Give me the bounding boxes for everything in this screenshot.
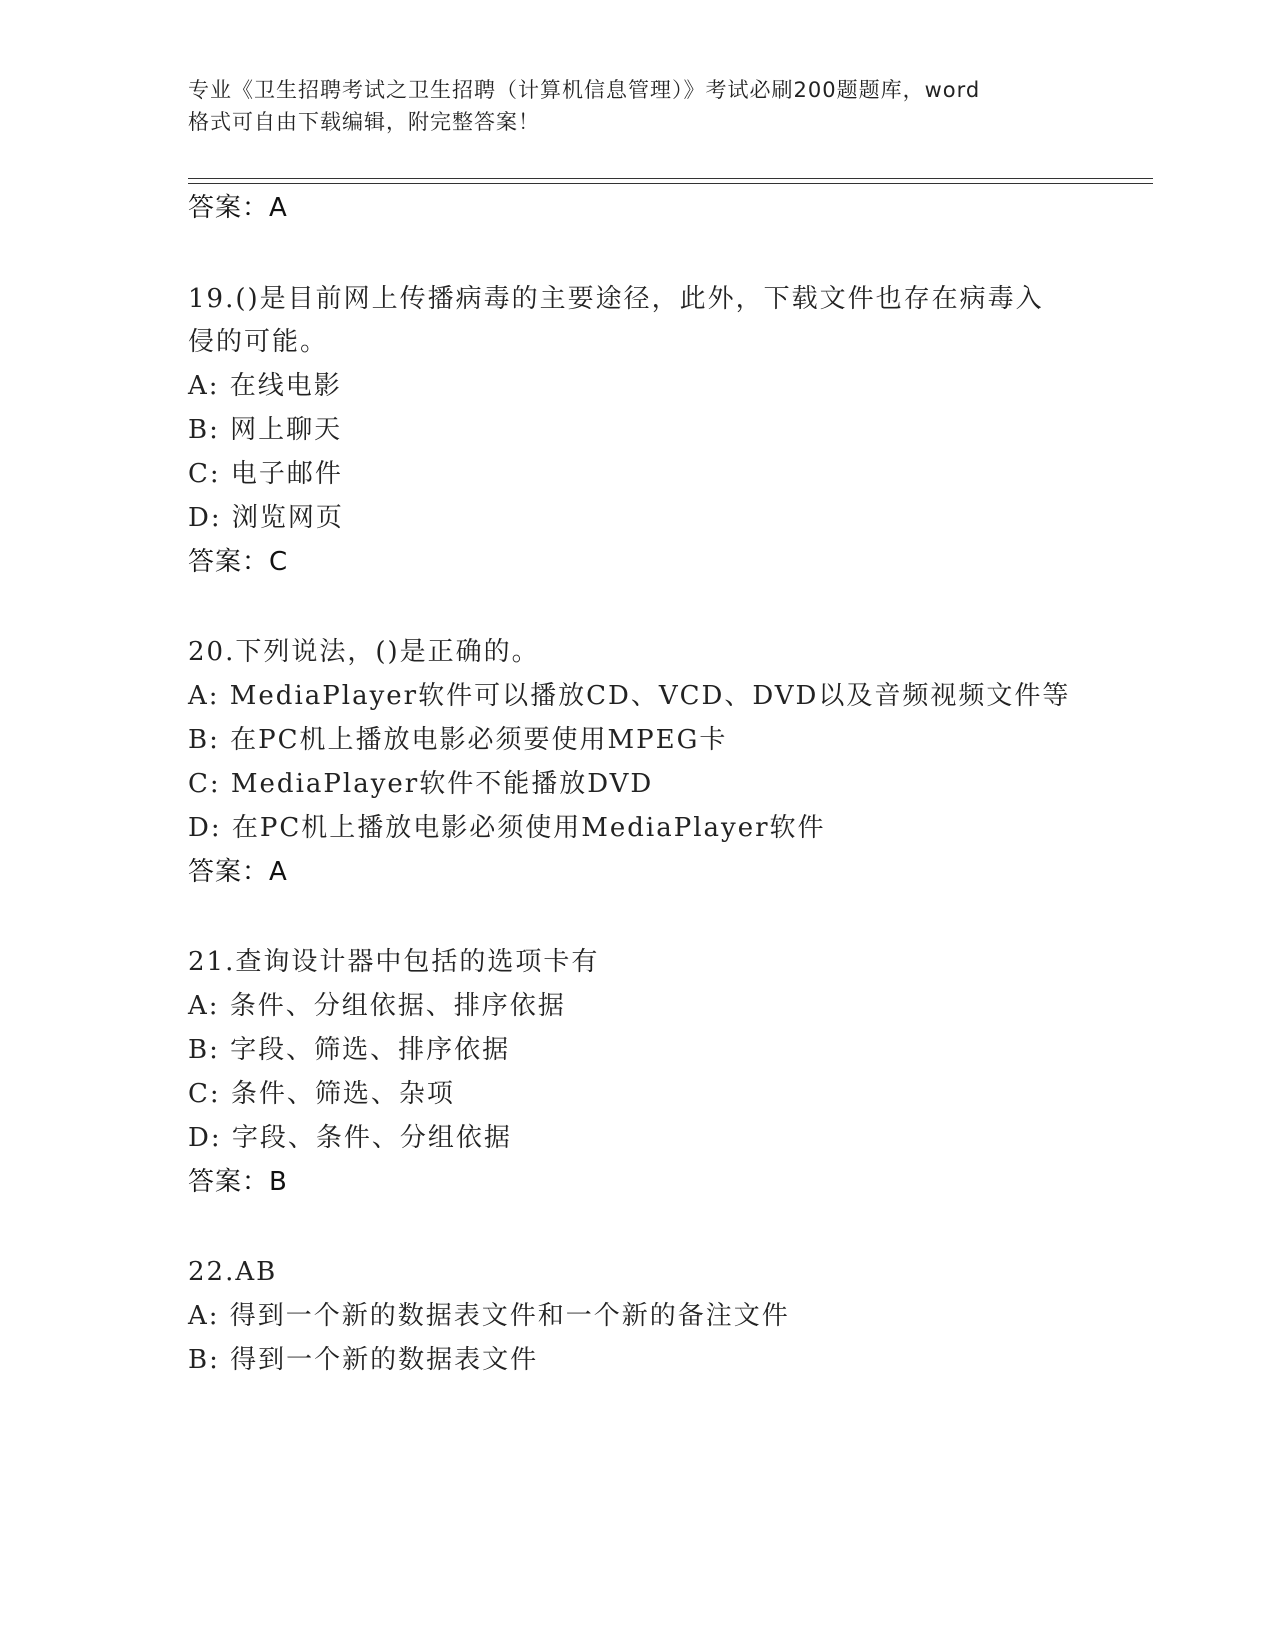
question-19-option-a: A: 在线电影	[188, 371, 342, 401]
question-19-stem-line-1: 19.()是目前网上传播病毒的主要途径，此外，下载文件也存在病毒入	[188, 284, 1044, 314]
question-20-option-a: A: MediaPlayer软件可以播放CD、VCD、DVD以及音频视频文件等	[188, 681, 1071, 711]
previous-answer: 答案：A	[188, 193, 288, 223]
question-21-stem: 21.查询设计器中包括的选项卡有	[188, 947, 600, 977]
question-19-option-c: C: 电子邮件	[188, 459, 343, 489]
question-22-option-b: B: 得到一个新的数据表文件	[188, 1345, 539, 1375]
question-19-option-d: D: 浏览网页	[188, 503, 344, 533]
question-21-option-c: C: 条件、筛选、杂项	[188, 1079, 455, 1109]
question-20-stem: 20.下列说法，()是正确的。	[188, 637, 540, 667]
question-21-answer: 答案：B	[188, 1167, 288, 1197]
question-22-option-a: A: 得到一个新的数据表文件和一个新的备注文件	[188, 1301, 790, 1331]
question-19-answer: 答案：C	[188, 547, 289, 577]
question-22-stem: 22.AB	[188, 1257, 278, 1287]
document-header	[188, 74, 1088, 138]
header-divider-double	[188, 183, 1153, 184]
question-21-option-d: D: 字段、条件、分组依据	[188, 1123, 512, 1153]
question-19-option-b: B: 网上聊天	[188, 415, 343, 445]
question-20-option-b: B: 在PC机上播放电影必须要使用MPEG卡	[188, 725, 728, 755]
question-21-option-b: B: 字段、筛选、排序依据	[188, 1035, 511, 1065]
question-21-option-a: A: 条件、分组依据、排序依据	[188, 991, 566, 1021]
question-19-stem-line-2: 侵的可能。	[188, 327, 329, 357]
question-20-option-c: C: MediaPlayer软件不能播放DVD	[188, 769, 654, 799]
question-20-option-d: D: 在PC机上播放电影必须使用MediaPlayer软件	[188, 813, 826, 843]
header-divider	[188, 178, 1153, 179]
header-line-1: 专业《卫生招聘考试之卫生招聘（计算机信息管理）》考试必刷200题题库，word	[188, 78, 981, 102]
header-line-2: 格式可自由下载编辑，附完整答案！	[188, 110, 540, 134]
question-20-answer: 答案：A	[188, 857, 288, 887]
